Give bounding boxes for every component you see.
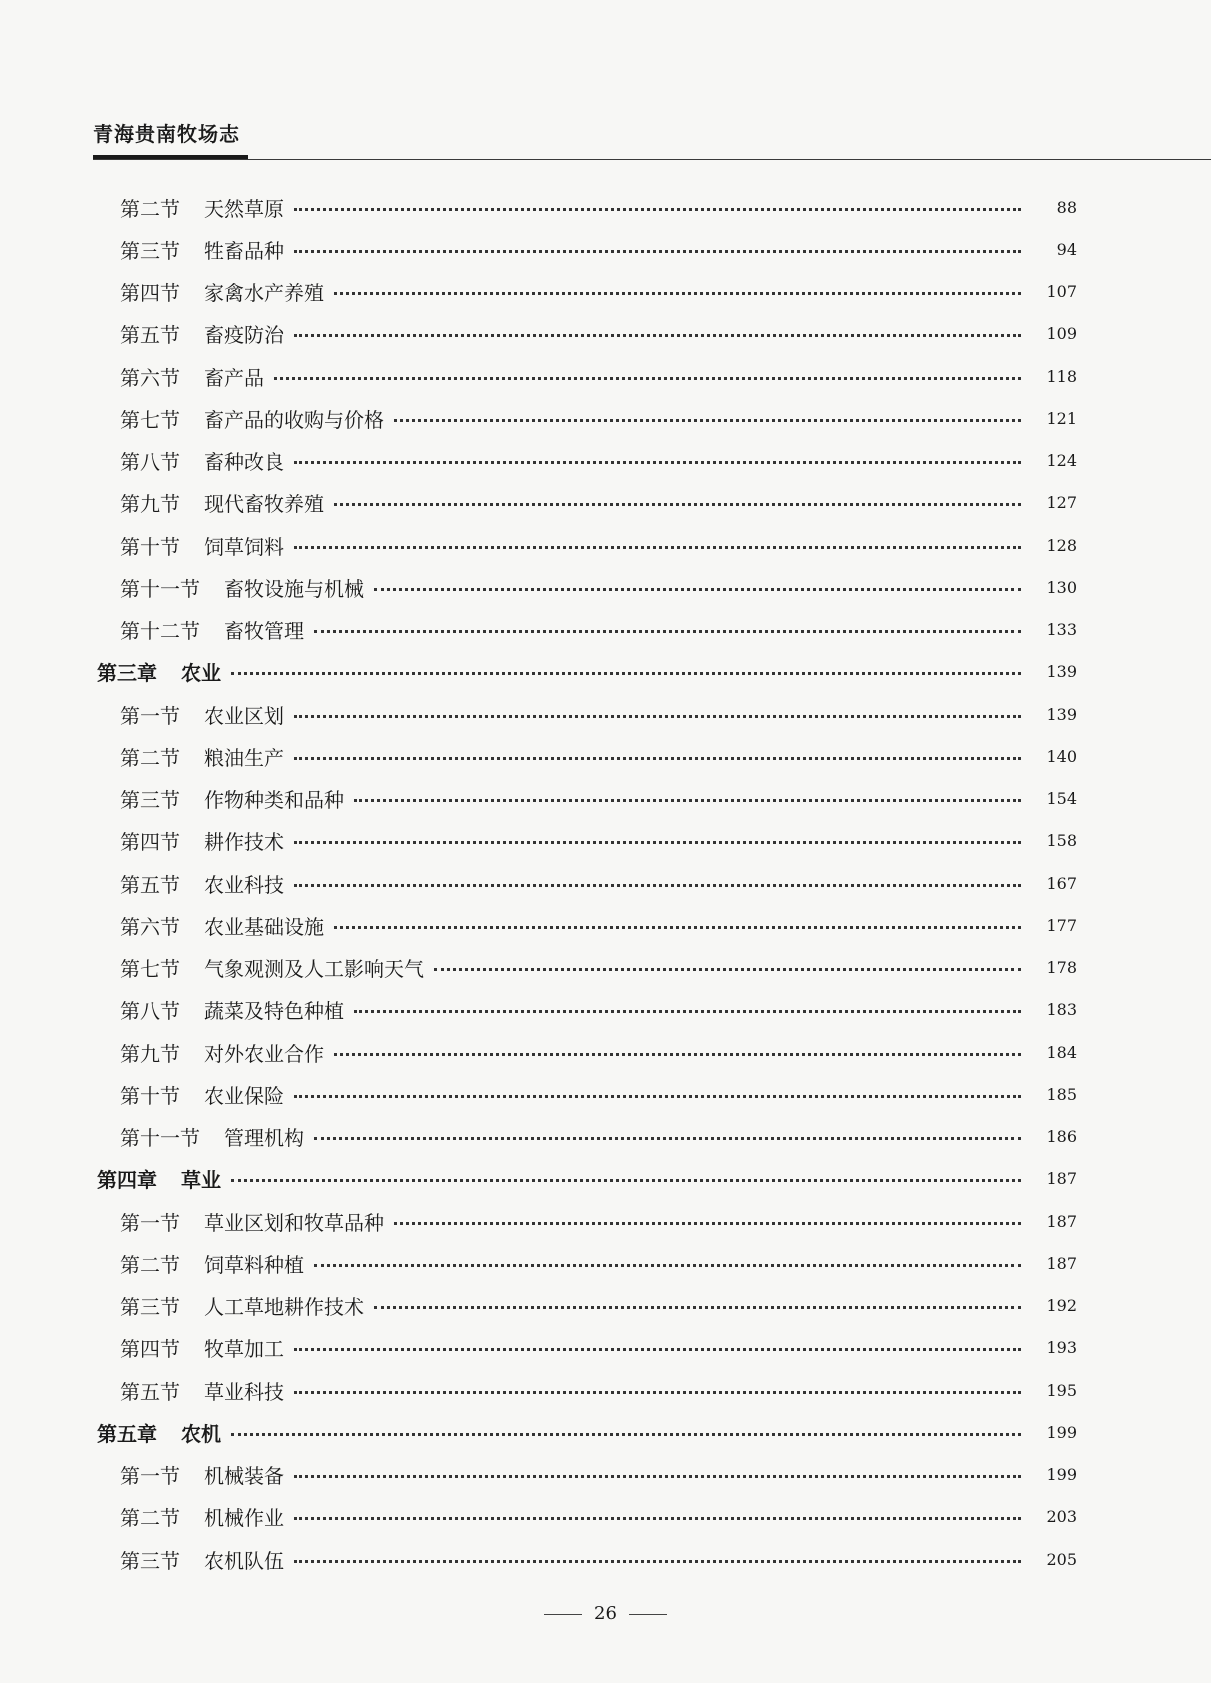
toc-entry-title: 农业科技 — [204, 872, 284, 897]
dot-leader — [434, 968, 1021, 971]
toc-entry-title: 人工草地耕作技术 — [204, 1295, 364, 1320]
dot-leader — [274, 377, 1021, 380]
toc-section-entry — [0, 313, 1211, 355]
toc-entry-number: 第二节 — [120, 745, 180, 770]
toc-entry-page: 203 — [1046, 1507, 1077, 1527]
toc-entry-title: 农业 — [181, 661, 221, 686]
toc-entry-number: 第二节 — [120, 196, 180, 221]
toc-entry-number: 第三节 — [120, 1548, 180, 1573]
toc-entry-page: 127 — [1046, 493, 1077, 513]
dot-leader — [394, 1222, 1021, 1225]
toc-entry-number: 第五节 — [120, 872, 180, 897]
page-number: 26 — [594, 1603, 617, 1624]
toc-entry-page: 121 — [1046, 408, 1077, 428]
toc-entry-page: 187 — [1046, 1169, 1077, 1189]
toc-entry-number: 第六节 — [120, 365, 180, 390]
toc-entry-number: 第四节 — [120, 830, 180, 855]
toc-entry-title: 牧草加工 — [204, 1337, 284, 1362]
dot-leader — [231, 1179, 1021, 1182]
toc-section-entry — [0, 1454, 1211, 1496]
dot-leader — [314, 630, 1021, 633]
toc-entry-page: 184 — [1046, 1042, 1077, 1062]
toc-section-entry — [0, 524, 1211, 566]
toc-entry-title: 天然草原 — [204, 196, 284, 221]
dot-leader — [354, 1010, 1021, 1013]
toc-section-entry — [0, 1285, 1211, 1327]
toc-entry-title: 对外农业合作 — [204, 1041, 324, 1066]
toc-entry-page: 154 — [1046, 789, 1077, 809]
toc-entry-page: 88 — [1056, 197, 1077, 217]
toc-entry-title: 畜种改良 — [204, 450, 284, 475]
toc-entry-page: 187 — [1046, 1211, 1077, 1231]
toc-entry-title: 机械作业 — [204, 1506, 284, 1531]
toc-entry-page: 124 — [1046, 451, 1077, 471]
toc-entry-page: 199 — [1046, 1465, 1077, 1485]
dot-leader — [294, 334, 1021, 337]
toc-section-entry — [0, 1073, 1211, 1115]
toc-section-entry — [0, 862, 1211, 904]
toc-entry-title: 畜产品 — [204, 365, 264, 390]
toc-entry-title: 畜疫防治 — [204, 323, 284, 348]
toc-section-entry — [0, 1031, 1211, 1073]
toc-section-entry — [0, 1116, 1211, 1158]
toc-entry-number: 第八节 — [120, 999, 180, 1024]
toc-entry-title: 畜牧设施与机械 — [224, 576, 364, 601]
table-of-contents — [0, 186, 1211, 1580]
toc-section-entry — [0, 609, 1211, 651]
toc-section-entry — [0, 1242, 1211, 1284]
toc-entry-page: 128 — [1046, 535, 1077, 555]
dot-leader — [294, 1517, 1021, 1520]
toc-entry-page: 185 — [1046, 1084, 1077, 1104]
toc-entry-title: 饲草料种植 — [204, 1252, 304, 1277]
toc-entry-number: 第七节 — [120, 957, 180, 982]
toc-entry-page: 139 — [1046, 704, 1077, 724]
toc-section-entry — [0, 1327, 1211, 1369]
toc-entry-page: 199 — [1046, 1422, 1077, 1442]
toc-section-entry — [0, 1200, 1211, 1242]
toc-entry-title: 粮油生产 — [204, 745, 284, 770]
dot-leader — [374, 588, 1021, 591]
toc-section-entry — [0, 482, 1211, 524]
toc-entry-page: 133 — [1046, 620, 1077, 640]
toc-entry-title: 气象观测及人工影响天气 — [204, 957, 424, 982]
dot-leader — [294, 884, 1021, 887]
toc-section-entry — [0, 397, 1211, 439]
toc-entry-number: 第九节 — [120, 492, 180, 517]
toc-section-entry — [0, 735, 1211, 777]
toc-entry-number: 第四节 — [120, 281, 180, 306]
toc-entry-number: 第八节 — [120, 450, 180, 475]
toc-entry-page: 177 — [1046, 915, 1077, 935]
toc-entry-title: 草业科技 — [204, 1379, 284, 1404]
toc-entry-page: 178 — [1046, 958, 1077, 978]
toc-entry-number: 第十二节 — [120, 619, 200, 644]
footer-dash-left — [544, 1614, 582, 1615]
toc-entry-number: 第十一节 — [120, 576, 200, 601]
toc-section-entry — [0, 228, 1211, 270]
toc-entry-page: 167 — [1046, 873, 1077, 893]
toc-entry-number: 第六节 — [120, 914, 180, 939]
toc-entry-number: 第三节 — [120, 238, 180, 263]
toc-entry-page: 193 — [1046, 1338, 1077, 1358]
toc-entry-title: 农机 — [181, 1421, 221, 1446]
dot-leader — [294, 546, 1021, 549]
dot-leader — [294, 208, 1021, 211]
toc-entry-number: 第三节 — [120, 1295, 180, 1320]
toc-entry-page: 118 — [1046, 366, 1077, 386]
footer-dash-right — [629, 1614, 667, 1615]
dot-leader — [294, 715, 1021, 718]
toc-entry-page: 94 — [1056, 239, 1077, 259]
toc-entry-page: 158 — [1046, 831, 1077, 851]
toc-entry-title: 农业保险 — [204, 1083, 284, 1108]
dot-leader — [294, 1475, 1021, 1478]
dot-leader — [334, 292, 1021, 295]
toc-entry-number: 第五节 — [120, 1379, 180, 1404]
dot-leader — [394, 419, 1021, 422]
dot-leader — [294, 757, 1021, 760]
toc-entry-page: 109 — [1046, 324, 1077, 344]
dot-leader — [314, 1137, 1021, 1140]
dot-leader — [334, 1053, 1021, 1056]
toc-chapter-entry — [0, 651, 1211, 693]
dot-leader — [231, 1433, 1021, 1436]
header-rule-thin — [93, 159, 1211, 160]
toc-entry-number: 第一节 — [120, 1210, 180, 1235]
toc-entry-title: 饲草饲料 — [204, 534, 284, 559]
toc-entry-page: 139 — [1046, 662, 1077, 682]
dot-leader — [314, 1264, 1021, 1267]
toc-entry-number: 第九节 — [120, 1041, 180, 1066]
dot-leader — [231, 672, 1021, 675]
dot-leader — [294, 250, 1021, 253]
toc-section-entry — [0, 778, 1211, 820]
toc-entry-title: 农机队伍 — [204, 1548, 284, 1573]
toc-section-entry — [0, 693, 1211, 735]
toc-section-entry — [0, 440, 1211, 482]
dot-leader — [294, 1095, 1021, 1098]
toc-entry-title: 草业 — [181, 1168, 221, 1193]
toc-entry-number: 第二节 — [120, 1252, 180, 1277]
toc-entry-number: 第三章 — [97, 661, 157, 686]
toc-entry-title: 管理机构 — [224, 1126, 304, 1151]
dot-leader — [294, 1391, 1021, 1394]
dot-leader — [294, 841, 1021, 844]
toc-chapter-entry — [0, 1158, 1211, 1200]
toc-entry-number: 第十一节 — [120, 1126, 200, 1151]
toc-entry-title: 耕作技术 — [204, 830, 284, 855]
toc-entry-number: 第十节 — [120, 534, 180, 559]
toc-section-entry — [0, 989, 1211, 1031]
toc-entry-page: 205 — [1046, 1549, 1077, 1569]
toc-entry-page: 140 — [1046, 746, 1077, 766]
toc-entry-page: 192 — [1046, 1296, 1077, 1316]
toc-entry-number: 第四节 — [120, 1337, 180, 1362]
toc-entry-title: 作物种类和品种 — [204, 788, 344, 813]
toc-entry-number: 第十节 — [120, 1083, 180, 1108]
toc-section-entry — [0, 904, 1211, 946]
toc-entry-title: 家禽水产养殖 — [204, 281, 324, 306]
toc-entry-number: 第七节 — [120, 407, 180, 432]
toc-entry-number: 第三节 — [120, 788, 180, 813]
toc-section-entry — [0, 1496, 1211, 1538]
toc-entry-title: 现代畜牧养殖 — [204, 492, 324, 517]
toc-section-entry — [0, 820, 1211, 862]
dot-leader — [294, 1348, 1021, 1351]
toc-entry-title: 蔬菜及特色种植 — [204, 999, 344, 1024]
toc-section-entry — [0, 355, 1211, 397]
page-footer — [0, 1603, 1211, 1624]
toc-entry-title: 草业区划和牧草品种 — [204, 1210, 384, 1235]
toc-section-entry — [0, 1538, 1211, 1580]
toc-entry-title: 农业区划 — [204, 703, 284, 728]
toc-entry-title: 农业基础设施 — [204, 914, 324, 939]
toc-entry-number: 第一节 — [120, 703, 180, 728]
toc-entry-number: 第一节 — [120, 1464, 180, 1489]
dot-leader — [294, 461, 1021, 464]
toc-entry-title: 畜牧管理 — [224, 619, 304, 644]
toc-section-entry — [0, 947, 1211, 989]
dot-leader — [334, 926, 1021, 929]
toc-entry-title: 畜产品的收购与价格 — [204, 407, 384, 432]
dot-leader — [354, 799, 1021, 802]
toc-entry-page: 183 — [1046, 1000, 1077, 1020]
dot-leader — [294, 1560, 1021, 1563]
toc-entry-page: 130 — [1046, 577, 1077, 597]
toc-entry-number: 第四章 — [97, 1168, 157, 1193]
toc-section-entry — [0, 566, 1211, 608]
toc-entry-title: 牲畜品种 — [204, 238, 284, 263]
toc-entry-page: 187 — [1046, 1253, 1077, 1273]
toc-chapter-entry — [0, 1411, 1211, 1453]
toc-entry-number: 第五节 — [120, 323, 180, 348]
toc-entry-page: 195 — [1046, 1380, 1077, 1400]
toc-entry-page: 107 — [1046, 282, 1077, 302]
toc-section-entry — [0, 1369, 1211, 1411]
toc-section-entry — [0, 271, 1211, 313]
toc-entry-number: 第五章 — [97, 1421, 157, 1446]
dot-leader — [334, 503, 1021, 506]
toc-entry-number: 第二节 — [120, 1506, 180, 1531]
running-header: 青海贵南牧场志 — [93, 122, 240, 146]
toc-entry-page: 186 — [1046, 1127, 1077, 1147]
dot-leader — [374, 1306, 1021, 1309]
toc-section-entry — [0, 186, 1211, 228]
toc-entry-title: 机械装备 — [204, 1464, 284, 1489]
